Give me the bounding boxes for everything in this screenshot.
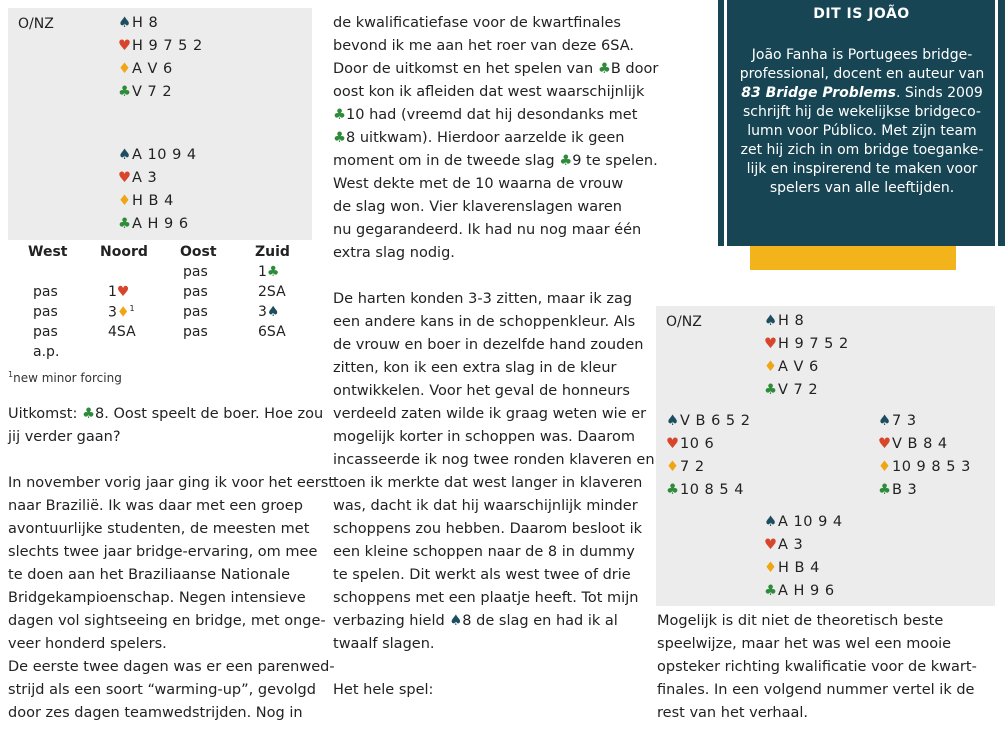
bid: pas bbox=[33, 324, 58, 340]
text-line: extra slag nodig. bbox=[333, 245, 455, 261]
heart-icon: ♥ bbox=[764, 336, 778, 352]
club-icon: ♣ bbox=[764, 583, 778, 599]
north-spades: ♠H 8 bbox=[118, 12, 203, 35]
heart-icon: ♥ bbox=[666, 436, 680, 452]
diamond-icon: ♦ bbox=[764, 359, 778, 375]
text-line: een andere kans in de schoppenkleur. Als bbox=[333, 314, 636, 330]
deal-diagram-top bbox=[8, 8, 312, 240]
spade-icon: ♠ bbox=[118, 15, 132, 31]
diamond-icon: ♦ bbox=[666, 459, 680, 475]
club-icon: ♣ bbox=[118, 216, 132, 232]
bidding-header: Zuid bbox=[255, 244, 290, 260]
bid: pas bbox=[183, 264, 208, 280]
text-line: ontwikkelen. Voor het geval de honneurs bbox=[333, 383, 630, 399]
bid: pas bbox=[33, 304, 58, 320]
north-clubs: ♣V 7 2 bbox=[118, 81, 203, 104]
text-line: de vrouw en boer in dezelfde hand zouden bbox=[333, 337, 644, 353]
north-diamonds: ♦A V 6 bbox=[118, 58, 203, 81]
text-line: speelwijze, maar het was wel een mooie bbox=[657, 636, 952, 652]
article-column-1 bbox=[8, 403, 335, 725]
callout-body bbox=[736, 46, 988, 198]
suit-icon: ♣ bbox=[333, 130, 346, 146]
text-line: veer honderd spelers. bbox=[8, 636, 167, 652]
east-hand: ♠7 3 ♥V B 8 4 ♦10 9 8 5 3 ♣B 3 bbox=[878, 410, 971, 502]
bid: 3♠ bbox=[258, 304, 280, 320]
west-hand: ♠V B 6 5 2 ♥10 6 ♦7 2 ♣10 8 5 4 bbox=[666, 410, 750, 502]
text-line: opsteker richting kwalifcatie voor de kwart- bbox=[657, 659, 977, 675]
bid: 1♥ bbox=[108, 284, 130, 300]
bid: pas bbox=[33, 284, 58, 300]
text-line: naar Brazilië. Ik was daar met een groep bbox=[8, 498, 303, 514]
text-line: schoppens zou hebben. Daarom besloot ik bbox=[333, 521, 643, 537]
spade-icon: ♠ bbox=[666, 413, 680, 429]
north-hand bbox=[118, 12, 203, 104]
text-line bbox=[333, 656, 658, 679]
book-title: 83 Bridge Problems bbox=[741, 85, 896, 101]
club-icon: ♣ bbox=[666, 482, 680, 498]
article-column-3 bbox=[657, 610, 977, 725]
text-line: verbazing hield ♠8 de slag en had ik al bbox=[333, 613, 618, 629]
diamond-icon: ♦ bbox=[118, 61, 132, 77]
south-diamonds: ♦H B 4 bbox=[118, 190, 197, 213]
text-line: moment om in de tweede slag ♣9 te spelen. bbox=[333, 153, 658, 169]
south-clubs: ♣A H 9 6 bbox=[118, 213, 197, 236]
south-spades: ♠A 10 9 4 bbox=[118, 144, 197, 167]
text-line: Uitkomst: ♣8. Oost speelt de boer. Hoe zou bbox=[8, 406, 324, 422]
diamond-icon: ♦ bbox=[878, 459, 892, 475]
bidding-header: West bbox=[28, 244, 68, 260]
suit-icon: ♠ bbox=[449, 613, 463, 629]
article-column-2 bbox=[333, 12, 658, 702]
suit-icon: ♠ bbox=[266, 304, 280, 320]
text-line: door zes dagen teamwedstrijden. Nog in bbox=[8, 705, 303, 721]
bid: 4SA bbox=[108, 324, 136, 340]
callout-line: 83 Bridge Problems. Sinds 2009 bbox=[741, 85, 983, 101]
text-line: Door de uitkomst en het spelen van ♣B door bbox=[333, 61, 659, 77]
callout-line: spelers van alle leeftijden. bbox=[769, 180, 955, 196]
bid: pas bbox=[183, 284, 208, 300]
suit-icon: ♣ bbox=[597, 61, 611, 77]
author-callout-box bbox=[718, 0, 1005, 246]
text-line: te spelen. Dit werkt als west twee of drie bbox=[333, 567, 631, 583]
text-line: fnales. In een volgend nummer vertel ik de bbox=[657, 682, 975, 698]
text-line: mogelijk korter in schoppen was. Daarom bbox=[333, 429, 635, 445]
text-line: ♣8 uitkwam). Hierdoor aarzelde ik geen bbox=[333, 130, 625, 146]
club-icon: ♣ bbox=[764, 382, 778, 398]
callout-line: professional, docent en auteur van bbox=[739, 66, 985, 82]
club-icon: ♣ bbox=[878, 482, 892, 498]
north-hand: ♠H 8 ♥H 9 7 5 2 ♦A V 6 ♣V 7 2 bbox=[764, 310, 849, 402]
bidding-header: Oost bbox=[180, 244, 217, 260]
text-line: dagen vol sightseeing en bridge, met onge- bbox=[8, 613, 326, 629]
callout-line: lumn voor Público. Met zijn team bbox=[747, 123, 977, 139]
bid: 3♦$^1$ bbox=[108, 304, 135, 321]
suit-icon: ♣ bbox=[266, 264, 280, 280]
bid: 6SA bbox=[258, 324, 286, 340]
bid: pas bbox=[183, 304, 208, 320]
text-line: De harten konden 3-3 zitten, maar ik zag bbox=[333, 291, 633, 307]
diamond-icon: ♦ bbox=[118, 193, 132, 209]
text-line: bevond ik me aan het roer van deze 6SA. bbox=[333, 38, 634, 54]
suit-icon: ♣ bbox=[81, 406, 95, 422]
spade-icon: ♠ bbox=[764, 313, 778, 329]
suit-icon: ♣ bbox=[559, 153, 573, 169]
text-line: De eerste twee dagen was er een parenwed- bbox=[8, 659, 335, 675]
text-line: twaalf slagen. bbox=[333, 636, 435, 652]
south-hearts: ♥A 3 bbox=[118, 167, 197, 190]
north-hearts: ♥H 9 7 5 2 bbox=[118, 35, 203, 58]
text-line: de slag won. Vier klaverenslagen waren bbox=[333, 199, 622, 215]
club-icon: ♣ bbox=[118, 84, 132, 100]
text-line: de kwalifcatiefase voor de kwartfnales bbox=[333, 15, 621, 31]
text-line: strijd als een soort “warming-up”, gevolgd bbox=[8, 682, 316, 698]
text-line: schoppens met een plaatje heeft. Tot mijn bbox=[333, 590, 639, 606]
heart-icon: ♥ bbox=[118, 170, 132, 186]
text-line: slechts twee jaar bridge-ervaring, om mee bbox=[8, 544, 318, 560]
bid: pas bbox=[183, 324, 208, 340]
text-line: In november vorig jaar ging ik voor het eerst bbox=[8, 475, 334, 491]
text-line: was, dacht ik dat hij waarschijnlijk minder bbox=[333, 498, 638, 514]
text-line: avontuurlijke studenten, de meesten met bbox=[8, 521, 310, 537]
text-line: oost kon ik afeiden dat west waarschijnlijk bbox=[333, 84, 645, 100]
callout-line: João Fanha is Portugees bridge- bbox=[751, 47, 973, 63]
text-line bbox=[333, 265, 658, 288]
text-line: rest van het verhaal. bbox=[657, 705, 809, 721]
south-hand: ♠A 10 9 4 ♥A 3 ♦H B 4 ♣A H 9 6 bbox=[764, 511, 843, 603]
text-line: Het hele spel: bbox=[333, 682, 434, 698]
text-line bbox=[8, 449, 335, 472]
dealer-vulnerability-label: O/NZ bbox=[18, 16, 54, 32]
heart-icon: ♥ bbox=[878, 436, 892, 452]
text-line: te doen aan het Braziliaanse Nationale bbox=[8, 567, 291, 583]
text-line: ♣10 had (vreemd dat hij desondanks met bbox=[333, 107, 638, 123]
spade-icon: ♠ bbox=[118, 147, 132, 163]
heart-icon: ♥ bbox=[118, 38, 132, 54]
suit-icon: ♥ bbox=[116, 284, 130, 300]
text-line: zitten, kon ik een extra slag in de kleur bbox=[333, 360, 617, 376]
text-line: Mogelijk is dit niet de theoretisch beste bbox=[657, 613, 944, 629]
bid: a.p. bbox=[33, 344, 60, 360]
callout-accent-bar bbox=[750, 246, 956, 270]
footnote: $^1$new minor forcing bbox=[8, 370, 122, 385]
text-line: verdeeld zaten wilde ik graag weten wie er bbox=[333, 406, 647, 422]
callout-line: lijk en inspirerend te maken voor bbox=[746, 161, 978, 177]
text-line: een kleine schoppen naar de 8 in dummy bbox=[333, 544, 635, 560]
text-line: Bridgekampioenschap. Negen intensieve bbox=[8, 590, 306, 606]
bidding-header: Noord bbox=[100, 244, 148, 260]
south-hand bbox=[118, 144, 197, 236]
suit-icon: ♦ bbox=[116, 304, 130, 321]
text-line: nu gegarandeerd. Ik had nu nog maar één bbox=[333, 222, 642, 238]
text-line: West dekte met de 10 waarna de vrouw bbox=[333, 176, 624, 192]
suit-icon: ♣ bbox=[333, 107, 346, 123]
text-line: toen ik merkte dat west langer in klaveren bbox=[333, 475, 643, 491]
callout-line: zet hij zich in om bridge toeganke- bbox=[740, 142, 984, 158]
spade-icon: ♠ bbox=[878, 413, 892, 429]
bid: 1♣ bbox=[258, 264, 280, 280]
callout-title: DIT IS JOÃO bbox=[813, 6, 910, 22]
heart-icon: ♥ bbox=[764, 537, 778, 553]
bid: 2SA bbox=[258, 284, 286, 300]
dealer-vulnerability-label: O/NZ bbox=[666, 314, 702, 330]
spade-icon: ♠ bbox=[764, 514, 778, 530]
text-line: incasseerde ik nog twee ronden klaveren en bbox=[333, 452, 655, 468]
text-line: jij verder gaan? bbox=[8, 429, 121, 445]
callout-line: schrijft hij de wekelijkse bridgeco- bbox=[743, 104, 981, 120]
deal-diagram-full bbox=[656, 306, 995, 606]
diamond-icon: ♦ bbox=[764, 560, 778, 576]
